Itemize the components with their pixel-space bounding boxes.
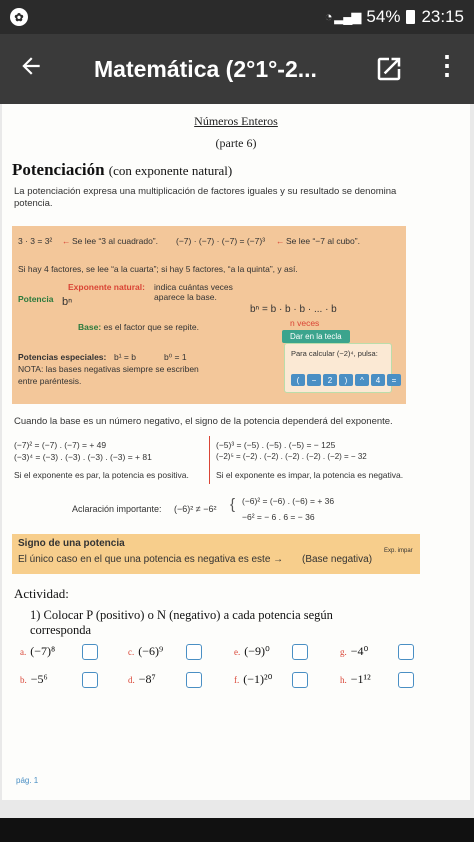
sign-rule-text: El único caso en el que una potencia es negativa es este → xyxy=(18,554,284,565)
calculator-key: 2 xyxy=(323,374,337,386)
power-formula: bⁿ = b · b · b · ... · b xyxy=(250,304,337,315)
calculator-key: ) xyxy=(339,374,353,386)
exponent-label: Exponente natural: xyxy=(68,282,145,292)
exponent-desc-1: indica cuántas veces xyxy=(154,282,233,292)
factors-note: Si hay 4 factores, se lee “a la cuarta”; si hay 5 factores, “a la quinta”, y así. xyxy=(18,264,298,274)
item-expr: (−6)⁹ xyxy=(138,644,164,658)
base-line xyxy=(78,322,199,332)
item-label: a. xyxy=(20,647,27,657)
odd-example-2: (−2)⁵ = (−2) . (−2) . (−2) . (−2) . (−2) = − 32 xyxy=(216,452,367,461)
exercise-item-h xyxy=(340,672,371,687)
back-arrow-icon[interactable] xyxy=(0,53,62,86)
special-power-0: b⁰ = 1 xyxy=(164,352,187,362)
doc-subtitle: (parte 6) xyxy=(215,136,257,150)
activity-instruction: 1) Colocar P (positivo) o N (negativo) a cada potencia según corresponda xyxy=(30,608,333,637)
bottom-bar xyxy=(0,818,474,842)
item-label: e. xyxy=(234,647,241,657)
sign-rule-note: Exp. impar xyxy=(384,548,413,554)
item-expr: −5⁶ xyxy=(30,672,48,686)
exercise-item-e xyxy=(234,644,270,659)
calculator-key: 4 xyxy=(371,374,385,386)
answer-checkbox-e[interactable] xyxy=(292,644,308,660)
clarification-eq-1: (−6)² = (−6) . (−6) = + 36 xyxy=(242,496,335,506)
calculator-tip xyxy=(282,330,397,396)
answer-checkbox-h[interactable] xyxy=(398,672,414,688)
clarification-label: Aclaración importante: xyxy=(72,504,162,514)
exercise-item-c xyxy=(128,644,163,659)
even-example-2: (−3)⁴ = (−3) . (−3) . (−3) . (−3) = + 81 xyxy=(14,452,152,462)
sign-rule-title: Signo de una potencia xyxy=(18,538,125,549)
open-external-icon[interactable] xyxy=(374,54,404,84)
odd-example-1: (−5)³ = (−5) . (−5) . (−5) = − 125 xyxy=(216,440,336,450)
clarification-expr: (−6)² ≠ −6² xyxy=(174,504,217,514)
answer-checkbox-c[interactable] xyxy=(186,644,202,660)
intro-text: La potenciación expresa una multiplicación de factores iguales y su resultado se denomina potencia. xyxy=(14,186,397,209)
document-title: Matemática (2°1°-2... xyxy=(94,55,317,82)
answer-checkbox-b[interactable] xyxy=(82,672,98,688)
arrow-left-icon: ← xyxy=(62,236,71,246)
item-label: h. xyxy=(340,675,347,685)
item-expr: (−9)⁰ xyxy=(244,644,270,658)
potencia-label: Potencia xyxy=(18,294,54,304)
exponent-desc-2: aparece la base. xyxy=(154,292,217,302)
example-cube: (−7) · (−7) · (−7) = (−7)³ xyxy=(176,236,266,246)
answer-checkbox-d[interactable] xyxy=(186,672,202,688)
battery-icon xyxy=(406,10,415,24)
calculator-keys xyxy=(291,374,401,386)
example-square-read: Se lee “3 al cuadrado”. xyxy=(72,236,158,246)
even-rule: Si el exponente es par, la potencia es positiva. xyxy=(14,470,189,480)
potencia-expr: bⁿ xyxy=(62,296,73,308)
answer-checkbox-a[interactable] xyxy=(82,644,98,660)
n-times-label: n veces xyxy=(290,318,320,328)
column-divider xyxy=(209,436,210,484)
battery-percent: 54% xyxy=(366,7,401,26)
item-expr: (−7)⁸ xyxy=(30,644,56,658)
base-label: Base: xyxy=(78,322,102,332)
exercise-item-b xyxy=(20,672,48,687)
calculator-tag: Dar en la tecla xyxy=(282,330,350,343)
exercise-item-a xyxy=(20,644,55,659)
odd-rule: Si el exponente es impar, la potencia es negativa. xyxy=(216,470,404,480)
answer-checkbox-g[interactable] xyxy=(398,644,414,660)
calculator-key: = xyxy=(387,374,401,386)
arrow-left-icon: ← xyxy=(276,236,285,246)
item-expr: −1¹² xyxy=(350,672,371,686)
page-number: pág. 1 xyxy=(16,776,39,785)
item-label: c. xyxy=(128,647,135,657)
special-powers-label: Potencias especiales: xyxy=(18,352,107,362)
exercise-item-g xyxy=(340,644,368,659)
calculator-key: ^ xyxy=(355,374,369,386)
item-expr: −4⁰ xyxy=(350,644,369,658)
sign-rule-highlight: (Base negativa) xyxy=(302,554,373,565)
section-note: (con exponente natural) xyxy=(108,163,233,178)
special-power-1: b¹ = b xyxy=(114,352,136,362)
signal-icon: ◔ ▂▄▆ xyxy=(324,9,361,24)
clock: 23:15 xyxy=(421,7,464,26)
item-label: g. xyxy=(340,647,347,657)
clarification-eq-2: −6² = − 6 . 6 = − 36 xyxy=(242,512,315,522)
activity-heading: Actividad: xyxy=(14,586,69,601)
more-options-icon[interactable]: ⋮ xyxy=(434,50,460,80)
example-cube-read: Se lee “−7 al cubo”. xyxy=(286,236,360,246)
item-expr: −8⁷ xyxy=(138,672,156,686)
document-page xyxy=(2,104,470,800)
exercise-item-d xyxy=(128,672,156,687)
app-bar xyxy=(0,34,474,104)
status-right xyxy=(325,7,464,27)
calculator-box xyxy=(284,343,397,393)
even-example-1: (−7)² = (−7) . (−7) = + 49 xyxy=(14,440,107,450)
calculator-key: − xyxy=(307,374,321,386)
brace-icon: { xyxy=(230,496,236,513)
exercise-item-f xyxy=(234,672,272,687)
note-line-2: entre paréntesis. xyxy=(18,376,82,386)
item-expr: (−1)²⁰ xyxy=(243,672,273,686)
item-label: f. xyxy=(234,675,240,685)
section-title-text: Potenciación xyxy=(12,160,105,179)
answer-checkbox-f[interactable] xyxy=(292,672,308,688)
calculator-key: ( xyxy=(291,374,305,386)
base-desc: es el factor que se repite. xyxy=(103,322,199,332)
note-line-1: NOTA: las bases negativas siempre se escriben xyxy=(18,364,199,374)
negative-base-intro: Cuando la base es un número negativo, el signo de la potencia dependerá del exponente. xyxy=(14,416,393,427)
sign-rule-box xyxy=(12,534,420,574)
section-title xyxy=(12,160,232,180)
notification-icon: ✿ xyxy=(10,8,28,26)
status-bar xyxy=(0,0,474,34)
doc-title: Números Enteros xyxy=(194,114,278,128)
calculator-text: Para calcular (−2)⁴, pulsa: xyxy=(291,349,378,358)
item-label: d. xyxy=(128,675,135,685)
example-square: 3 · 3 = 3² xyxy=(18,236,53,246)
exercise-grid xyxy=(6,636,422,696)
item-label: b. xyxy=(20,675,27,685)
definition-box xyxy=(12,226,406,404)
